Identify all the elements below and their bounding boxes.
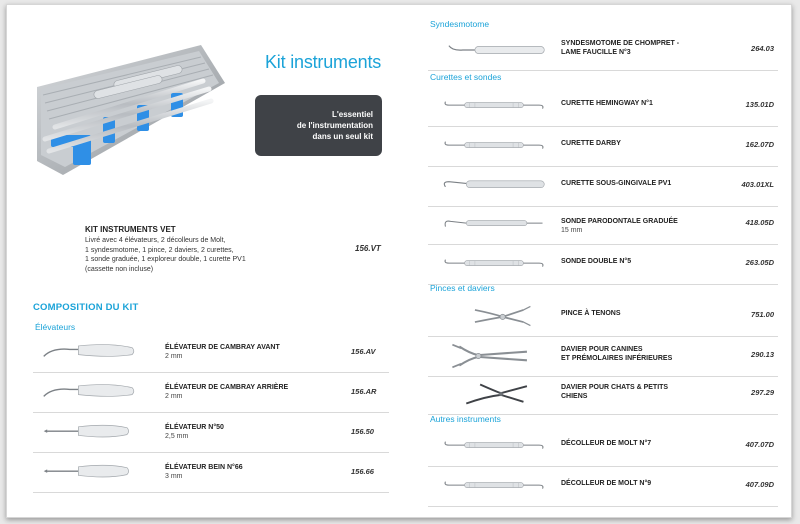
instrument-cassette-image [33,43,229,177]
product-ref: 156.AR [351,387,377,396]
product-row [428,167,778,207]
product-name-line: SYNDESMOTOME DE CHOMPRET - [561,40,680,47]
double-instrument-icon [432,93,556,119]
product-name [165,463,243,472]
elevators-heading: Élévateurs [35,322,76,332]
forceps-icon [432,343,556,369]
product-ref: 264.03 [751,44,774,53]
product-row [428,337,778,377]
product-name-line: ÉLÉVATEUR N°50 [165,424,224,431]
product-name-line: DAVIER POUR CHATS & PETITS [561,384,669,391]
product-name-line: SONDE DOUBLE N°5 [561,258,632,265]
product-name [561,99,653,108]
product-size: 2 mm [165,393,183,400]
product-name-line: DÉCOLLEUR DE MOLT N°9 [561,480,652,487]
double-instrument-icon [432,473,556,499]
product-ref: 162.07D [745,140,774,149]
product-row [428,375,778,415]
product-name-line: ÉLÉVATEUR DE CAMBRAY AVANT [165,344,280,351]
syndesmotome-icon [432,37,556,63]
product-name [561,257,631,266]
vet-kit-line: (cassette non incluse) [85,265,154,273]
autres-heading: Autres instruments [430,414,501,424]
product-ref: 156.50 [351,427,374,436]
product-name-line: ÉLÉVATEUR BEIN N°66 [165,464,243,471]
product-row [428,245,778,285]
forceps-small-icon [432,381,556,407]
vet-kit-name: KIT INSTRUMENTS VET [85,225,176,234]
product-size: 2 mm [165,353,183,360]
product-name-line: CHIENS [561,393,588,400]
vet-kit-line: Livré avec 4 élévateurs, 2 décolleurs de Molt, [85,237,226,244]
product-ref: 403.01XL [741,180,774,189]
curettes-heading: Curettes et sondes [430,72,502,82]
elevator-straight-icon [39,459,149,485]
product-row [428,467,778,507]
product-row [428,127,778,167]
double-instrument-icon [432,251,556,277]
product-name [165,383,288,392]
elevator-curved-icon [39,339,149,365]
tagline-line: de l'instrumentation [296,121,373,130]
product-name [561,179,671,188]
product-ref: 156.66 [351,467,374,476]
product-row [33,373,389,413]
vet-kit-ref: 156.VT [355,244,381,253]
vet-kit-line: 1 syndesmotome, 1 pince, 2 daviers, 2 curettes, [85,246,234,254]
product-row [428,31,778,71]
product-name-line: LAME FAUCILLE N°3 [561,49,631,56]
page-title: Kit instruments [265,52,382,72]
syndesmotome-heading: Syndesmotome [430,19,490,29]
product-ref: 407.07D [745,440,774,449]
product-name-line: ET PRÉMOLAIRES INFÉRIEURES [561,355,673,362]
tagline-line: L'essentiel [331,110,373,119]
probe-icon [432,211,556,237]
double-instrument-icon [432,133,556,159]
product-row [428,205,778,245]
product-name [561,383,668,401]
composition-heading: COMPOSITION DU KIT [33,302,139,313]
curette-icon [432,173,556,199]
product-row [33,413,389,453]
pinces-heading: Pinces et daviers [430,283,495,293]
product-row [33,333,389,373]
tagline-line: dans un seul kit [312,132,373,141]
product-ref: 407.09D [745,480,774,489]
catalog-spread [6,4,792,518]
tagline-box [255,95,382,156]
product-name-line: DÉCOLLEUR DE MOLT N°7 [561,440,652,447]
elevator-straight-icon [39,419,149,445]
product-row [428,427,778,467]
product-name [165,343,280,352]
product-size: 3 mm [165,473,183,480]
product-name-line: ÉLÉVATEUR DE CAMBRAY ARRIÈRE [165,384,289,391]
product-name [561,309,621,318]
product-name-line: CURETTE SOUS-GINGIVALE PV1 [561,180,672,187]
product-ref: 751.00 [751,310,774,319]
product-name [165,423,224,432]
product-row [428,87,778,127]
product-ref: 418.05D [745,218,774,227]
product-name [561,479,651,488]
vet-kit-line: 1 sonde graduée, 1 exploreur double, 1 curette PV1 [85,256,246,263]
product-row [33,453,389,493]
product-row [428,297,778,337]
product-name-line: CURETTE HEMINGWAY N°1 [561,100,653,107]
product-name [561,345,672,363]
product-name [561,439,651,448]
product-name [561,139,621,148]
product-name-line: PINCE À TENONS [561,310,621,317]
product-name [561,217,678,226]
double-instrument-icon [432,433,556,459]
elevator-curved-icon [39,379,149,405]
product-ref: 290.13 [751,350,774,359]
product-name-line: DAVIER POUR CANINES [561,346,643,353]
product-name [561,39,679,57]
product-ref: 135.01D [745,100,774,109]
product-ref: 297.29 [751,388,774,397]
vet-kit-description [85,225,385,274]
product-name-line: SONDE PARODONTALE GRADUÉE [561,218,678,225]
product-ref: 156.AV [351,347,376,356]
product-size: 15 mm [561,227,583,234]
product-name-line: CURETTE DARBY [561,140,621,147]
product-size: 2,5 mm [165,433,189,440]
pliers-icon [432,303,556,329]
product-ref: 263.05D [745,258,774,267]
